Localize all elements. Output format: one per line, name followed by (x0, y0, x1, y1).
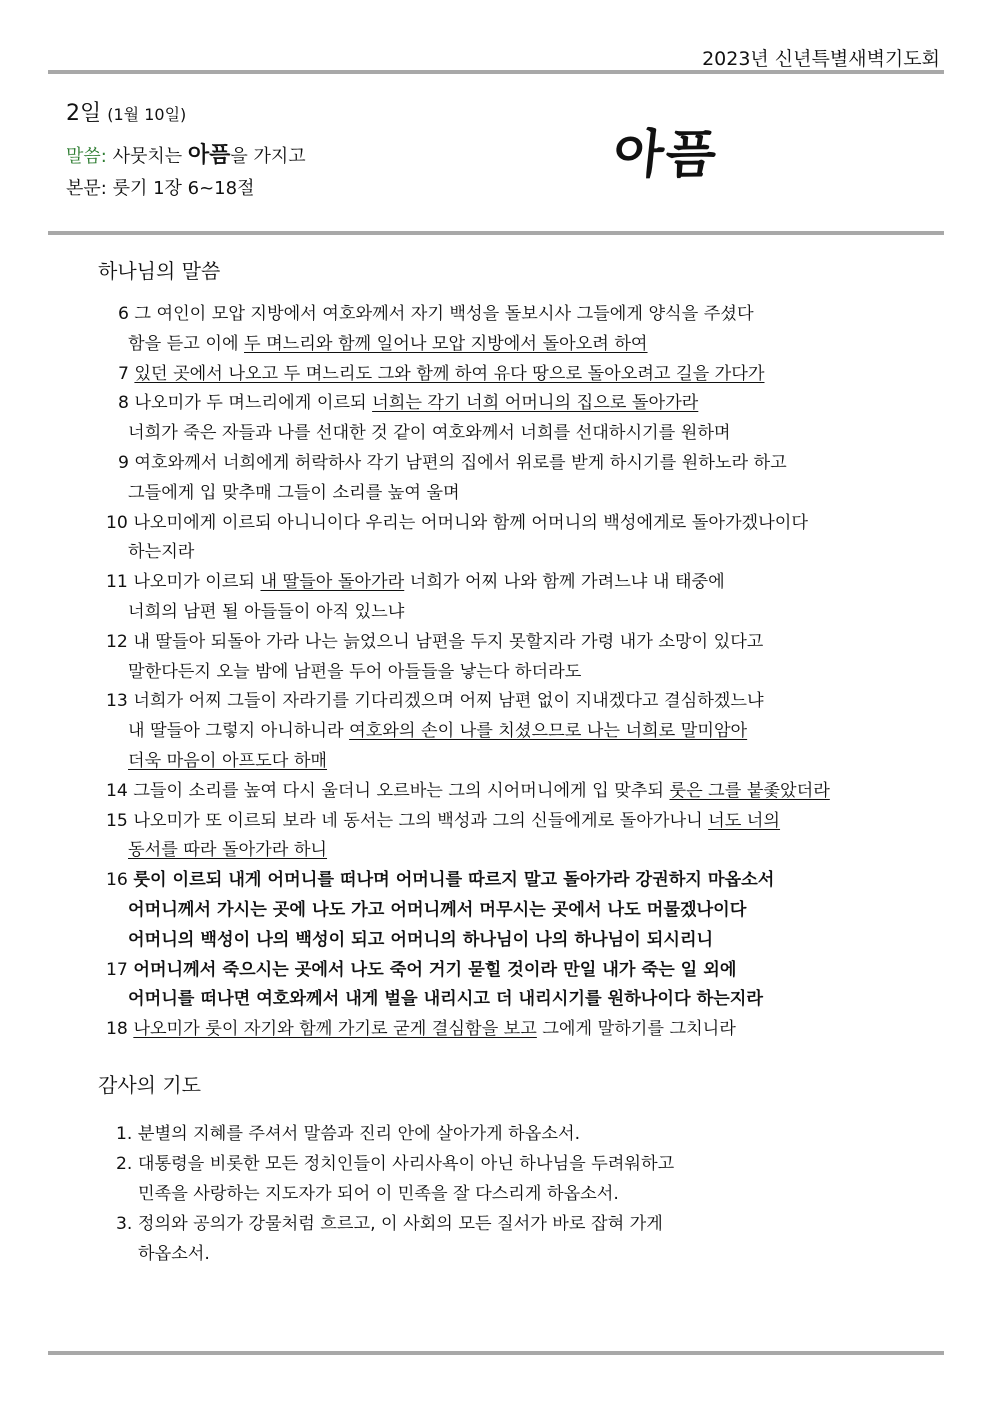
verse-8-line1 (106, 389, 956, 419)
sermon-title (66, 138, 306, 169)
verse-15-line1 (106, 807, 956, 837)
verse-10-line2: 하는지라 (128, 542, 195, 563)
sermon-pre: 사뭇치는 (112, 146, 188, 167)
verse-17-line2: 어머니를 떠나면 여호와께서 내게 벌을 내리시고 더 내리시기를 원하나이다 하는지라 (128, 989, 763, 1010)
verse-17-bold-1: 어머니께서 죽으시는 곳에서 나도 죽어 거기 묻힐 것이라 만일 내가 죽는 일 외에 (133, 959, 737, 980)
verse-12-line1: 12 내 딸들아 되돌아 가라 나는 늙었으니 남편을 두지 못할지라 가령 내가 소망이 있다고 (106, 631, 764, 652)
verse-18-number: 18 (106, 1019, 134, 1040)
verse-13-underline: 여호와의 손이 나를 치셨으므로 나는 너희로 말미암아 (349, 721, 748, 742)
verse-16-line2: 어머니께서 가시는 곳에 나도 가고 어머니께서 머무시는 곳에서 나도 머물겠나이다 (128, 899, 747, 920)
verse-13-line1: 13 너희가 어찌 그들이 자라기를 기다리겠으며 어찌 남편 없이 지내겠다고 결심하겠느냐 (106, 691, 764, 712)
verse-7-number: 7 (118, 363, 135, 384)
verse-15-underline: 너도 너의 (708, 810, 781, 831)
verse-11-underline: 내 딸들아 돌아가라 (260, 572, 405, 593)
verse-7 (106, 360, 956, 390)
sermon-keyword: 아픔 (187, 143, 231, 168)
verse-13-text: 내 딸들아 그렇지 아니하니라 (128, 721, 350, 742)
prayer-2-line1: 2. 대통령을 비롯한 모든 정치인들이 사리사욕이 아닌 하나님을 두려워하고 (116, 1154, 675, 1174)
verse-18-underline: 나오미가 룻이 자기와 함께 가기로 굳게 결심함을 보고 (133, 1019, 537, 1040)
sermon-post: 을 가지고 (230, 146, 306, 167)
prayer-list (116, 1119, 674, 1269)
day-label: 2일 (66, 101, 102, 126)
verse-16-line1 (106, 866, 956, 896)
verse-16-bold-1: 룻이 이르되 내게 어머니를 떠나며 어머니를 따르지 말고 돌아가라 강권하지 마옵소서 (133, 870, 775, 891)
verse-18-text-post: 그에게 말하기를 그치니라 (536, 1019, 736, 1040)
bottom-divider (48, 1351, 944, 1355)
day-heading (66, 96, 186, 127)
scripture-label: 본문: (66, 178, 107, 199)
scripture-ref (66, 174, 254, 200)
prayer-1: 1. 분별의 지혜를 주셔서 말씀과 진리 안에 살아가게 하옵소서. (116, 1124, 581, 1144)
prayer-2-line2: 민족을 사랑하는 지도자가 되어 이 민족을 잘 다스리게 하옵소서. (138, 1184, 619, 1204)
calligraphy-title: 아픔 (610, 124, 722, 185)
verse-8-underline: 너희는 각기 너희 어머니의 집으로 돌아가라 (372, 393, 699, 414)
sermon-label: 말씀: (66, 146, 107, 167)
verse-12-line2: 말한다든지 오늘 밤에 남편을 두어 아들들을 낳는다 하더라도 (128, 661, 582, 682)
verse-9-line2: 그들에게 입 맞추매 그들이 소리를 높여 울며 (128, 482, 460, 503)
verse-6-line1: 6 그 여인이 모압 지방에서 여호와께서 자기 백성을 돌보시사 그들에게 양식을 주셨다 (118, 304, 754, 324)
verse-6-underline: 두 며느리와 함께 일어나 모압 지방에서 돌아오려 하여 (244, 333, 648, 354)
scripture-text: 룻기 1장 6~18절 (112, 178, 255, 199)
section-prayer-title: 감사의 기도 (98, 1073, 201, 1097)
verse-11-line1 (106, 568, 956, 598)
verse-17-number: 17 (106, 959, 134, 980)
prayer-3-line1: 3. 정의와 공의가 강물처럼 흐르고, 이 사회의 모든 질서가 바로 잡혀 가게 (116, 1214, 663, 1234)
verse-14-underline: 룻은 그를 붙좇았더라 (669, 780, 830, 801)
verse-6-text: 함을 듣고 이에 (128, 333, 245, 354)
verse-13-underline-2: 더욱 마음이 아프도다 하매 (128, 750, 328, 771)
verse-11-line2: 너희의 남편 될 아들들이 아직 있느냐 (128, 601, 405, 622)
verse-10-line1: 10 나오미에게 이르되 아니니이다 우리는 어머니와 함께 어머니의 백성에게로 돌아가겠나이다 (106, 512, 808, 533)
verse-8-line2: 너희가 죽은 자들과 나를 선대한 것 같이 여호와께서 너희를 선대하시기를 원하며 (128, 423, 731, 444)
verse-15-line2 (106, 836, 956, 866)
prayer-3-line2: 하옵소서. (138, 1244, 210, 1264)
header-divider (48, 231, 944, 235)
verse-16-number: 16 (106, 870, 134, 891)
verse-15-underline-2: 동서를 따라 돌아가라 하니 (128, 840, 328, 861)
section-word-title: 하나님의 말씀 (98, 259, 221, 283)
verse-6-line2 (106, 330, 956, 360)
verse-17-line1 (106, 956, 956, 986)
verse-13-line3 (106, 747, 956, 777)
verse-15-text: 15 나오미가 또 이르되 보라 네 동서는 그의 백성과 그의 신들에게로 돌아가나니 (106, 810, 709, 831)
day-date: (1월 10일) (107, 105, 187, 124)
event-title: 2023년 신년특별새벽기도회 (702, 48, 940, 70)
verse-13-line2 (106, 717, 956, 747)
top-divider (48, 70, 944, 74)
verse-18 (106, 1015, 956, 1045)
verse-7-underline: 있던 곳에서 나오고 두 며느리도 그와 함께 하여 유다 땅으로 돌아오려고 길을 가다가 (134, 363, 765, 384)
verse-16-line3: 어머니의 백성이 나의 백성이 되고 어머니의 하나님이 나의 하나님이 되시리니 (128, 929, 714, 950)
verse-11-text: 11 나오미가 이르되 (106, 572, 261, 593)
verse-8-text: 8 나오미가 두 며느리에게 이르되 (118, 393, 373, 414)
verse-9-line1: 9 여호와께서 너희에게 허락하사 각기 남편의 집에서 위로를 받게 하시기를 원하노라 하고 (118, 452, 787, 473)
verse-14 (106, 777, 956, 807)
verse-14-text: 14 그들이 소리를 높여 다시 울더니 오르바는 그의 시어머니에게 입 맞추되 (106, 780, 670, 801)
verse-11-text-post: 너희가 어찌 나와 함께 가려느냐 내 태중에 (404, 572, 725, 593)
scripture-passage (106, 300, 956, 1045)
